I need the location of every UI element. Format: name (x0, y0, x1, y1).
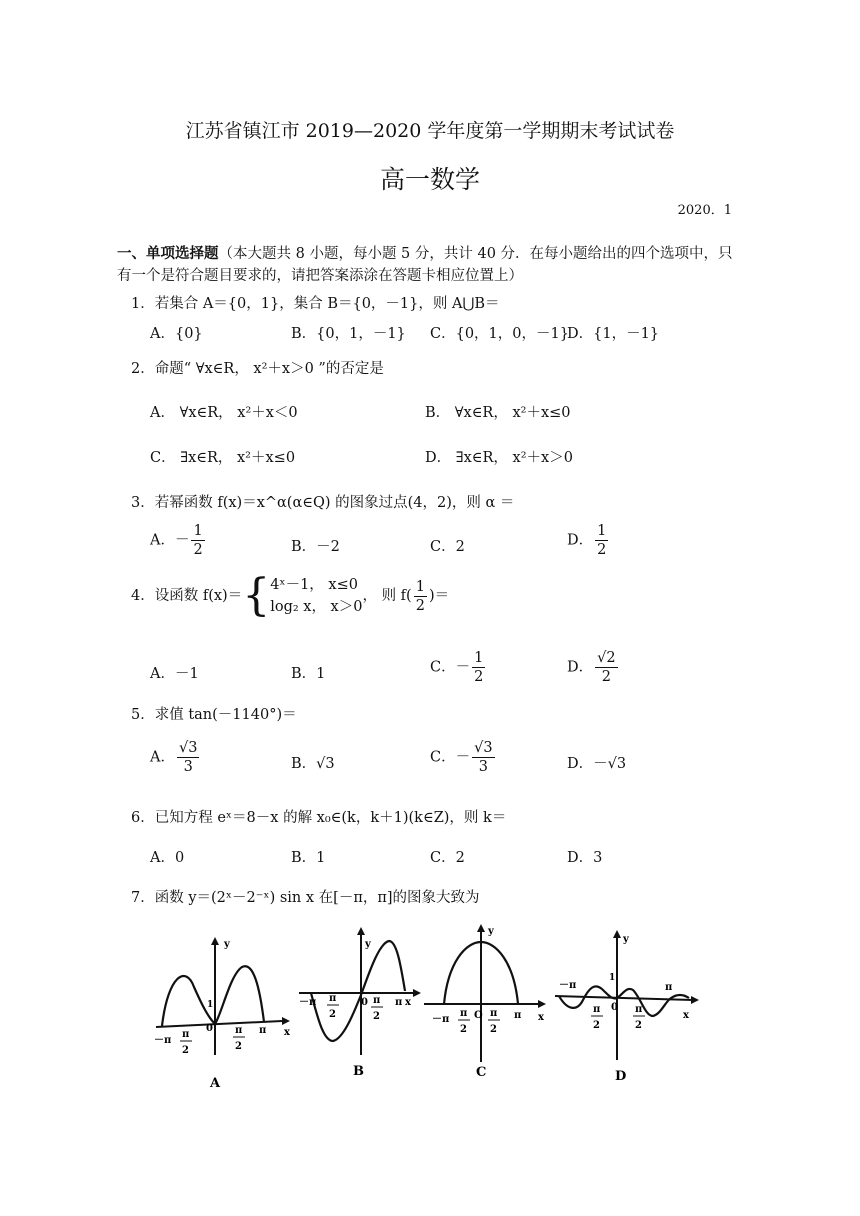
q3-option-a (150, 522, 207, 559)
svg-text:y: y (224, 939, 230, 950)
q2-option-c: C． ∃x∈R， x²＋x≤0 (150, 450, 296, 466)
svg-text:x: x (683, 1010, 689, 1021)
q5-c-fraction: $\frac{√3}{3}$ (474, 740, 493, 775)
svg-text:y: y (623, 934, 629, 945)
question-6-stem: 6．已知方程 eˣ＝8－x 的解 x₀∈(k，k＋1)(k∈Z)，则 k＝ (131, 810, 507, 826)
graph-c (422, 922, 552, 1080)
question-1-stem: 1．若集合 A＝{0，1}，集合 B＝{0，－1}，则 A⋃B＝ (131, 296, 500, 312)
q2-option-b: B． ∀x∈R， x²＋x≤0 (425, 405, 571, 421)
graph-c-label: C (476, 1065, 487, 1080)
q4-option-c: C．－ $\frac{1}{2}$ (430, 650, 484, 685)
svg-text:0: 0 (206, 1023, 213, 1034)
section-instructions: （本大题共 8 小题，每小题 5 分，共计 40 分．在每小题给出的四个选项中，只有一个是符合题目要求的，请把答案添涂在答题卡相应位置上） (117, 246, 733, 284)
q4-stem-suffix: ， 则 f( (362, 588, 412, 604)
svg-text:π: π (373, 995, 381, 1006)
svg-text:π: π (182, 1029, 190, 1040)
q3-option-b: B．－2 (291, 539, 340, 555)
graph-b (297, 925, 425, 1080)
graph-a-label: A (210, 1076, 221, 1090)
svg-text:x: x (284, 1027, 290, 1038)
q5-option-a: A． $\frac{√3}{3}$ (150, 740, 198, 775)
q4-piece-2: log₂ x， x＞0 (270, 599, 363, 615)
svg-text:y: y (365, 939, 371, 950)
svg-text:2: 2 (490, 1024, 497, 1035)
q6-option-d: D．3 (567, 850, 603, 866)
question-4-stem: 4．设函数 f(x)＝{ 4ˣ－1， x≤0 log₂ x， x＞0 ， 则 f( $\frac{1}{2}$ )＝ (131, 570, 450, 621)
svg-text:2: 2 (235, 1041, 242, 1052)
svg-text:π: π (395, 997, 403, 1008)
q2-option-a: A． ∀x∈R， x²＋x＜0 (150, 405, 298, 421)
q1-option-c: C．{0，1，0，－1} (430, 326, 569, 342)
svg-text:2: 2 (373, 1011, 380, 1022)
question-7-stem: 7．函数 y＝(2ˣ－2⁻ˣ) sin x 在[－π，π]的图象大致为 (131, 890, 480, 906)
q5-a-fraction: $\frac{√3}{3}$ (178, 740, 198, 775)
q3-option-c: C．2 (430, 539, 465, 555)
q3-a-prefix: A．－ (150, 532, 190, 549)
section-label: 一、单项选择题 (117, 245, 219, 262)
graph-a (152, 935, 292, 1090)
q6-option-a: A．0 (150, 850, 185, 866)
q4-arg-fraction: $\frac{1}{2}$ (415, 578, 425, 614)
q3-a-fraction: $\frac{1}{2}$ (193, 523, 203, 558)
q1-option-d: D．{1，－1} (567, 326, 660, 342)
svg-text:π: π (490, 1008, 498, 1019)
svg-text:O: O (474, 1010, 483, 1021)
q4-d-fraction: $\frac{√2}{2}$ (597, 650, 616, 685)
svg-text:2: 2 (329, 1009, 336, 1020)
q4-option-b: B．1 (291, 666, 326, 682)
question-5-stem: 5．求值 tan(－1140°)＝ (131, 707, 297, 723)
q6-option-c: C．2 (430, 850, 465, 866)
q4-piecewise (270, 574, 362, 618)
svg-text:π: π (665, 982, 673, 993)
svg-text:x: x (538, 1012, 544, 1023)
exam-subtitle: 高一数学 (379, 165, 480, 194)
svg-text:π: π (593, 1004, 601, 1015)
svg-text:－π: －π (154, 1035, 172, 1046)
svg-text:π: π (514, 1010, 522, 1021)
q3-d-fraction: $\frac{1}{2}$ (597, 523, 607, 558)
question-3-stem: 3．若幂函数 f(x)＝x^α(α∈Q) 的图象过点(4，2)，则 α ＝ (131, 495, 515, 511)
svg-text:1: 1 (609, 973, 616, 983)
svg-text:2: 2 (460, 1024, 467, 1035)
svg-text:－π: －π (299, 997, 317, 1008)
q3-d-prefix: D． (567, 532, 594, 549)
svg-text:0: 0 (361, 997, 368, 1008)
q4-piece-1: 4ˣ－1， x≤0 (270, 577, 358, 593)
q1-option-a: A．{0} (150, 326, 203, 342)
svg-text:－π: －π (559, 980, 577, 991)
svg-text:x: x (405, 997, 411, 1008)
graph-b-label: B (353, 1064, 364, 1079)
q2-option-d: D． ∃x∈R， x²＋x＞0 (425, 450, 573, 466)
q3-option-d (567, 522, 610, 559)
q4-option-d: D． $\frac{√2}{2}$ (567, 650, 616, 685)
q1-option-b: B．{0，1，－1} (291, 326, 406, 342)
section-header (117, 243, 747, 287)
svg-text:π: π (235, 1025, 243, 1036)
svg-text:π: π (329, 993, 337, 1004)
q4-c-fraction: $\frac{1}{2}$ (474, 650, 484, 685)
q5-option-b: B．√3 (291, 756, 335, 772)
svg-text:π: π (460, 1008, 468, 1019)
q4-stem-prefix: 4．设函数 f(x)＝ (131, 588, 243, 604)
svg-text:2: 2 (593, 1020, 600, 1031)
svg-text:0: 0 (611, 1002, 618, 1013)
exam-date: 2020．1 (677, 203, 732, 218)
svg-text:y: y (488, 926, 494, 937)
svg-text:2: 2 (635, 1020, 642, 1031)
exam-title: 江苏省镇江市 2019—2020 学年度第一学期期末考试试卷 (185, 120, 675, 142)
q5-option-d: D．－√3 (567, 756, 627, 772)
svg-text:2: 2 (182, 1045, 189, 1056)
svg-text:1: 1 (207, 1000, 214, 1010)
graph-d-label: D (615, 1069, 627, 1084)
graph-d (553, 928, 703, 1086)
q6-option-b: B．1 (291, 850, 326, 866)
svg-text:－π: －π (432, 1014, 450, 1025)
svg-text:π: π (259, 1025, 267, 1036)
svg-text:π: π (635, 1004, 643, 1015)
q4-option-a: A．－1 (150, 666, 199, 682)
q5-option-c: C．－ $\frac{√3}{3}$ (430, 740, 493, 775)
question-2-stem: 2．命题“ ∀x∈R， x²＋x＞0 ”的否定是 (131, 361, 384, 377)
